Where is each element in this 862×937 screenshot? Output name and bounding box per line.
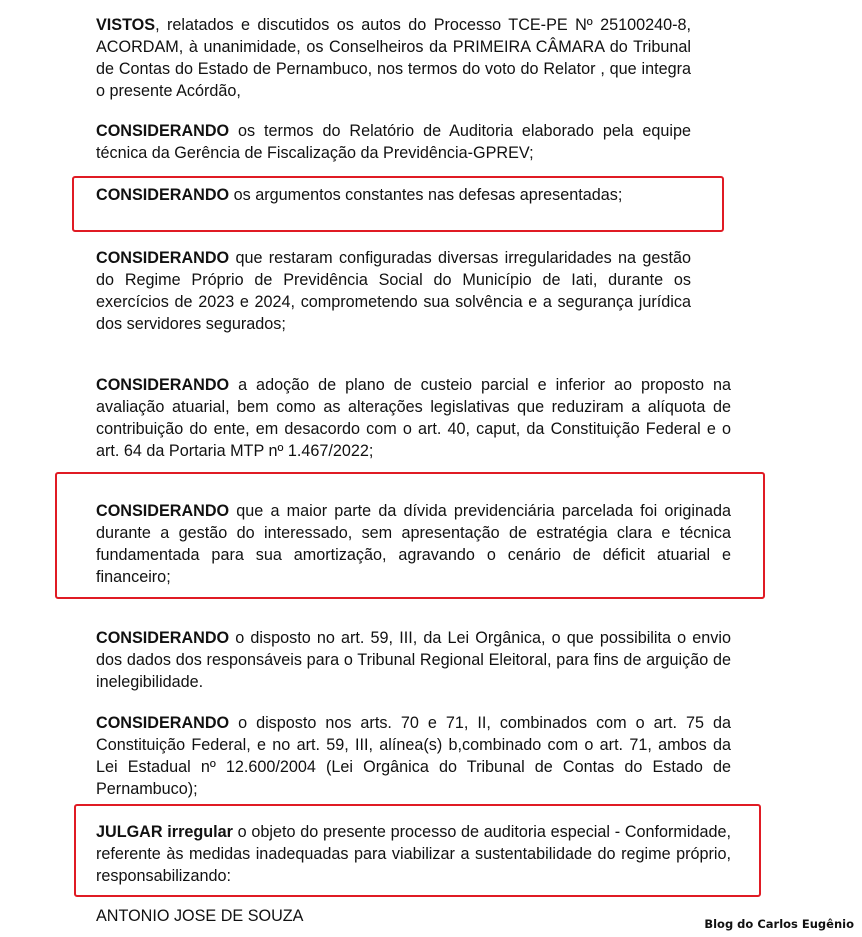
paragraph-text: os argumentos constantes nas defesas apresentadas; — [229, 186, 623, 204]
paragraph-text: a adoção de plano de custeio parcial e inferior ao proposto na avaliação atuarial, bem como as alterações legislativas que reduziram a alíquota de contribuição do ente, em desacordo com o art. 40, caput, da Constituição Federal e o art. 64 da Portaria MTP nº 1.467/2022; — [96, 376, 731, 460]
responsible-name-text: ANTONIO JOSE DE SOUZA — [96, 907, 304, 925]
paragraph-considerando-custeio — [96, 374, 731, 462]
responsible-name — [96, 905, 496, 927]
paragraph-considerando-relatorio — [96, 120, 691, 164]
paragraph-text: os termos do Relatório de Auditoria elaborado pela equipe técnica da Gerência de Fiscalização da Previdência-GPREV; — [96, 122, 691, 162]
paragraph-lead: JULGAR irregular — [96, 823, 233, 841]
paragraph-lead: CONSIDERANDO — [96, 376, 230, 394]
paragraph-considerando-constituicao — [96, 712, 731, 800]
paragraph-lead: CONSIDERANDO — [96, 714, 230, 732]
paragraph-julgar — [96, 821, 731, 887]
paragraph-considerando-irregularidades — [96, 247, 691, 335]
paragraph-considerando-divida — [96, 500, 731, 588]
paragraph-lead: CONSIDERANDO — [96, 502, 230, 520]
paragraph-text: o disposto nos arts. 70 e 71, II, combinados com o art. 75 da Constituição Federal, e no art. 59, III, alínea(s) b,combinado com o art. 71, ambos da Lei Estadual nº 12.600/2004 (Lei Orgânica do Tribunal de Contas do Estado de Pernambuco); — [96, 714, 731, 798]
paragraph-text: que a maior parte da dívida previdenciária parcelada foi originada durante a gestão do interessado, sem apresentação de estratégia clara e técnica fundamentada para sua amortização, agravando o cenário de déficit atuarial e financeiro; — [96, 502, 731, 586]
paragraph-text: o objeto do presente processo de auditoria especial - Conformidade, referente às medidas inadequadas para viabilizar a sustentabilidade do regime próprio, responsabilizando: — [96, 823, 731, 885]
paragraph-text: , relatados e discutidos os autos do Processo TCE-PE Nº 25100240-8, ACORDAM, à unanimidade, os Conselheiros da PRIMEIRA CÂMARA do Tribunal de Contas do Estado de Pernambuco, nos termos do voto do Relator , que integra o presente Acórdão, — [96, 16, 691, 100]
paragraph-text: o disposto no art. 59, III, da Lei Orgânica, o que possibilita o envio dos dados dos responsáveis para o Tribunal Regional Eleitoral, para fins de arguição de inelegibilidade. — [96, 629, 731, 691]
paragraph-vistos — [96, 14, 691, 102]
paragraph-lead: CONSIDERANDO — [96, 186, 230, 204]
paragraph-lead: CONSIDERANDO — [96, 249, 230, 267]
paragraph-lead: CONSIDERANDO — [96, 629, 230, 647]
blog-watermark: Blog do Carlos Eugênio — [704, 917, 854, 931]
paragraph-considerando-defesas — [96, 184, 691, 206]
paragraph-text: que restaram configuradas diversas irregularidades na gestão do Regime Próprio de Previdência Social do Município de Iati, durante os exercícios de 2023 e 2024, comprometendo sua solvência e a segurança jurídica dos servidores segurados; — [96, 249, 691, 333]
paragraph-lead: VISTOS — [96, 16, 156, 34]
paragraph-lead: CONSIDERANDO — [96, 122, 230, 140]
paragraph-considerando-lei-organica — [96, 627, 731, 693]
